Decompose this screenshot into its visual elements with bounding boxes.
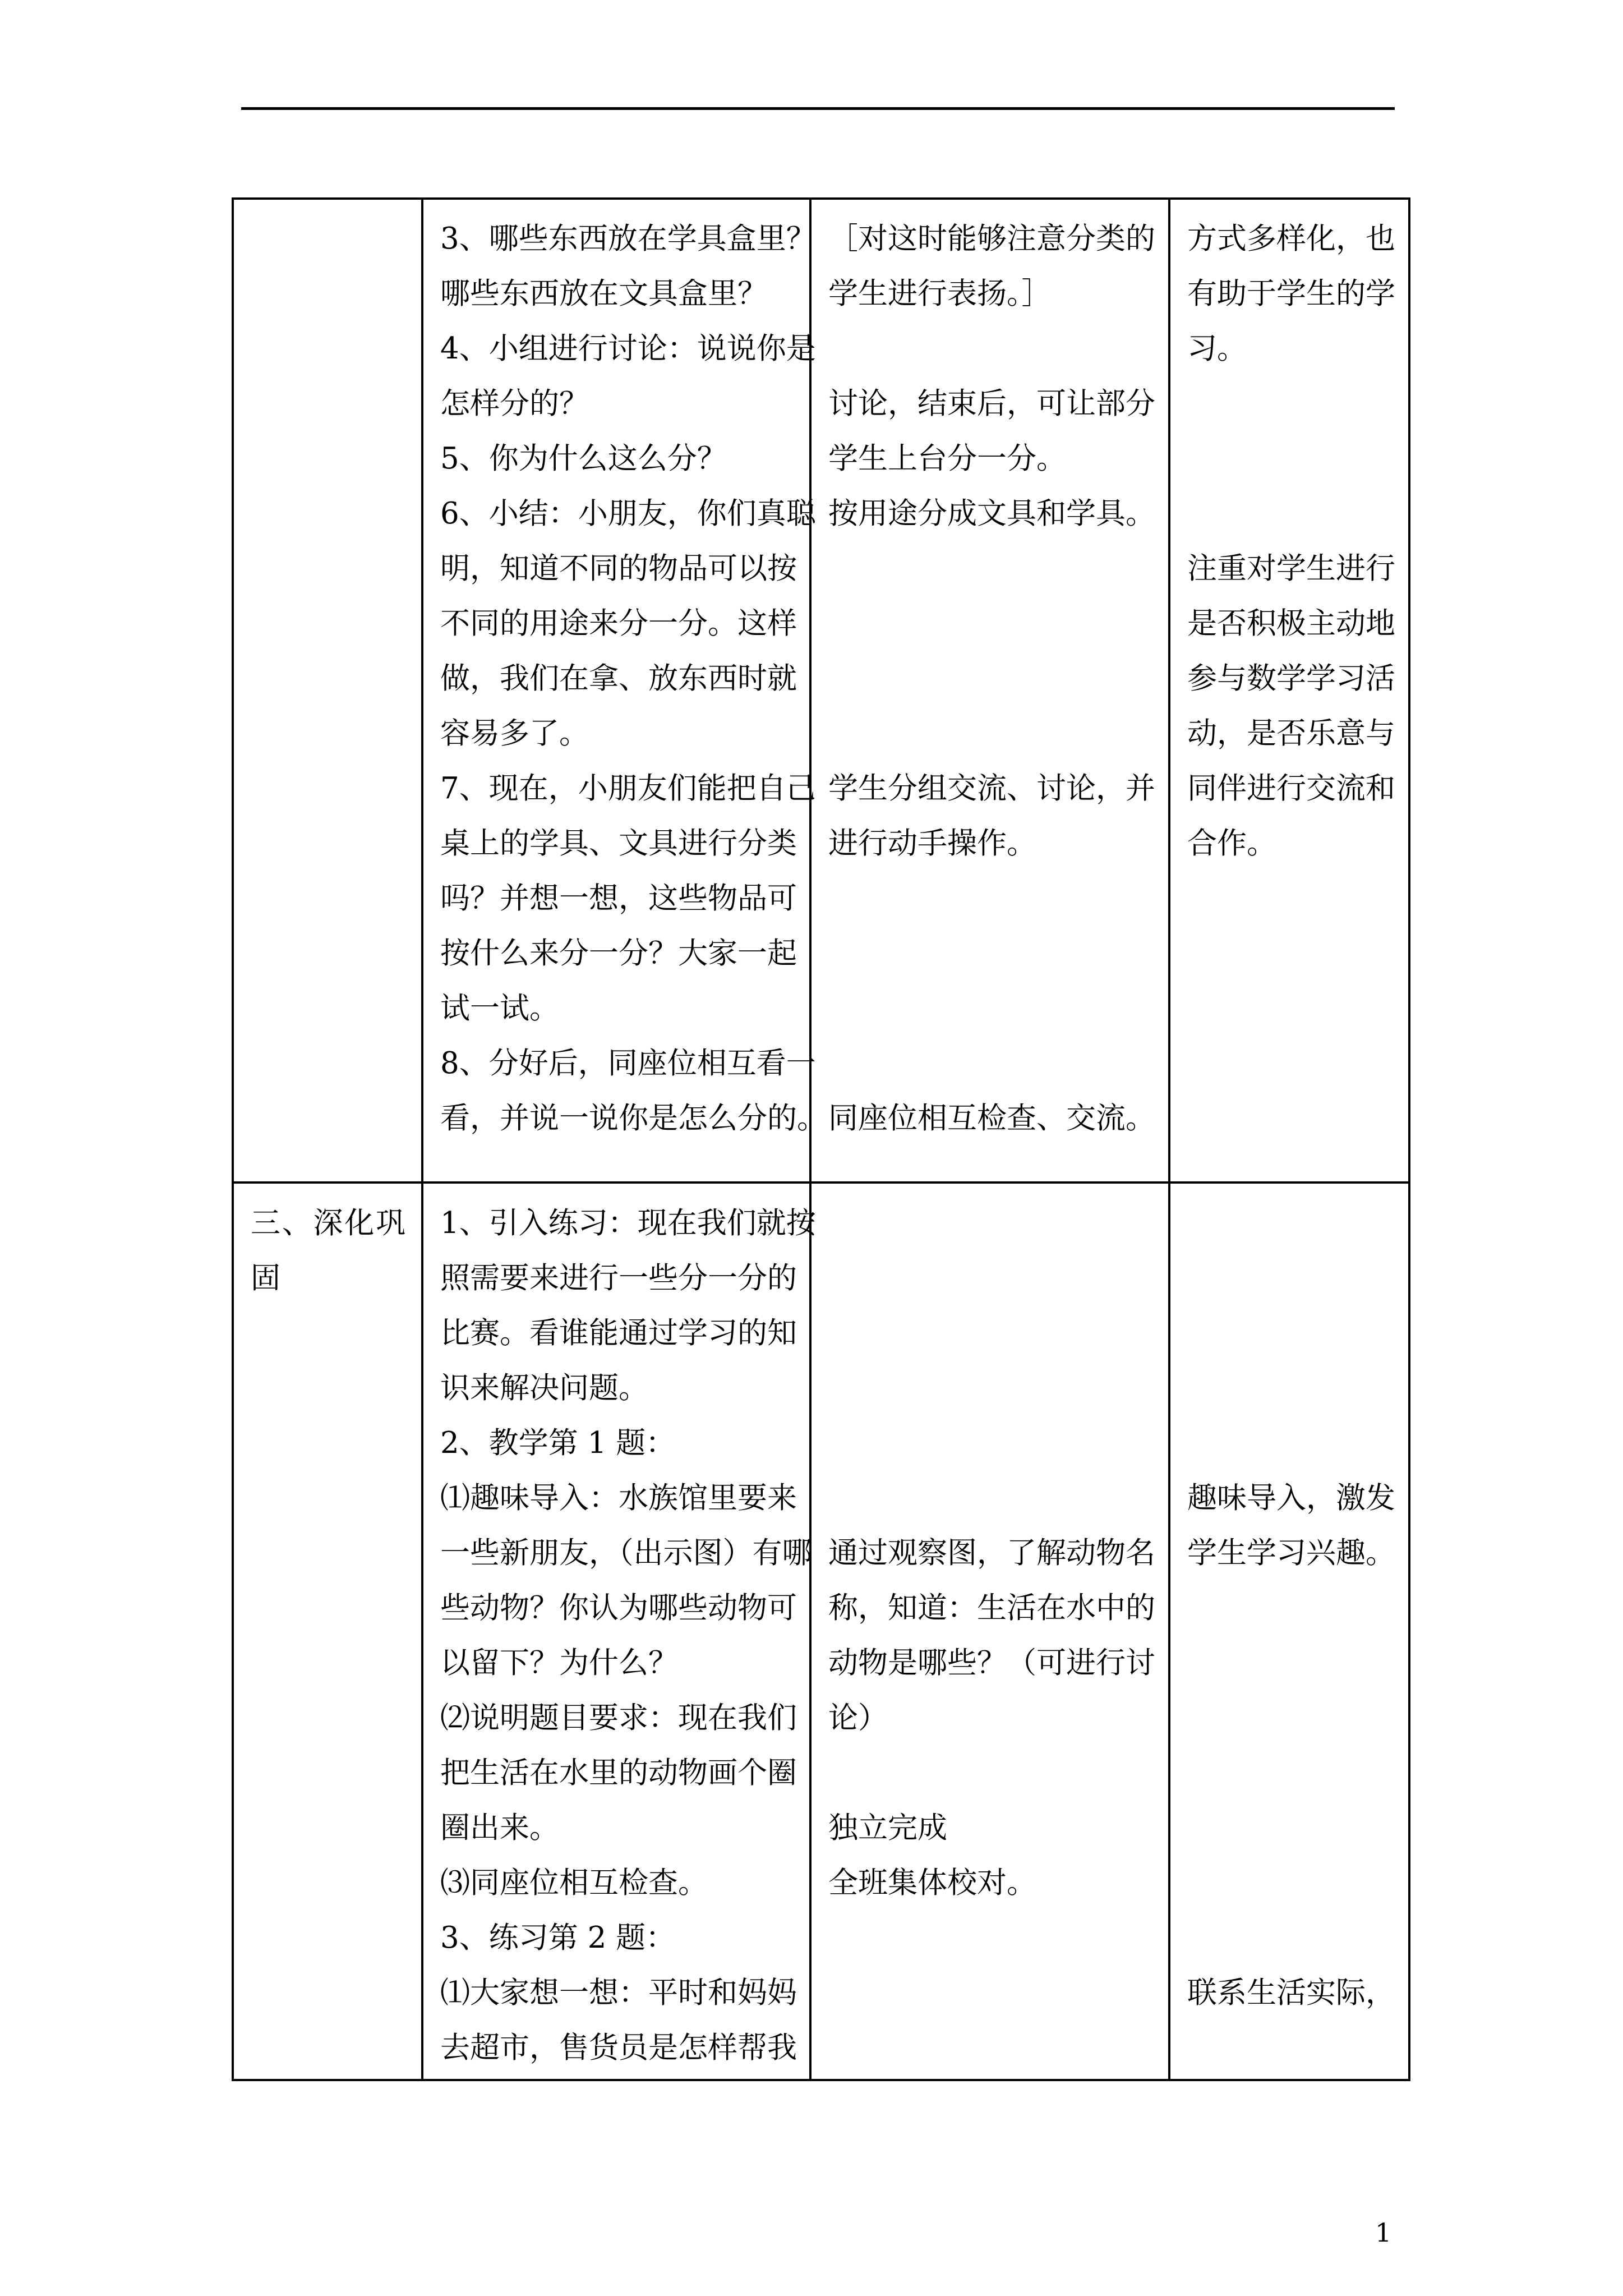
line-gap — [828, 1306, 1152, 1361]
student-activity-cell — [810, 199, 1169, 1182]
text-line: 6、小结：小朋友，你们真聪 — [440, 496, 816, 531]
text-line: 学生学习兴趣。 — [1187, 1536, 1395, 1570]
text-line: ⑶同座位相互检查。 — [440, 1866, 708, 1900]
text-line: 去超市，售货员是怎样帮我 — [440, 2031, 797, 2065]
line-gap — [828, 1471, 1152, 1526]
text-line: 动，是否乐意与 — [1187, 716, 1395, 751]
line-gap — [828, 321, 1152, 376]
text-line: 明，知道不同的物品可以按 — [440, 551, 797, 586]
text-line: 按什么来分一分？大家一起 — [440, 936, 797, 970]
text-line: 独立完成 — [828, 1811, 947, 1845]
text-line: 动物是哪些？（可进行讨 — [828, 1646, 1155, 1680]
teacher-activity-cell — [422, 199, 827, 1182]
text-line: 哪些东西放在文具盒里？ — [440, 277, 767, 311]
student-activity-cell — [810, 1182, 1169, 2080]
line-gap — [828, 1746, 1152, 1801]
text-line: 称，知道：生活在水中的 — [828, 1591, 1155, 1625]
stage-cell — [233, 199, 422, 1182]
text-line: 参与数学学习活 — [1187, 661, 1395, 696]
text-line: 联系生活实际， — [1187, 1976, 1395, 2010]
text-line: 按用途分成文具和学具。 — [828, 496, 1155, 531]
line-gap — [1187, 1306, 1393, 1361]
text-line: 讨论，结束后，可让部分 — [828, 386, 1155, 421]
text-line: 识来解决问题。 — [440, 1371, 648, 1405]
line-gap — [828, 1196, 1152, 1251]
text-line: 以留下？为什么？ — [440, 1646, 678, 1680]
table-row — [233, 199, 1409, 1182]
line-gap — [828, 706, 1152, 761]
text-line: 方式多样化，也 — [1187, 222, 1395, 256]
stage-label-line: 固 — [251, 1261, 280, 1295]
lesson-plan-table — [232, 197, 1410, 2081]
line-gap — [828, 1361, 1152, 1416]
text-line: 同座位相互检查、交流。 — [828, 1101, 1155, 1135]
text-line: 怎样分的？ — [440, 386, 589, 421]
text-line: 趣味导入，激发 — [1187, 1481, 1395, 1515]
text-line: 通过观察图，了解动物名 — [828, 1536, 1155, 1570]
line-gap — [828, 1036, 1152, 1091]
text-line: 全班集体校对。 — [828, 1866, 1036, 1900]
teacher-activity-cell — [422, 1182, 816, 2080]
line-gap — [828, 1416, 1152, 1471]
line-gap — [828, 596, 1152, 651]
text-line: 习。 — [1187, 332, 1247, 366]
text-line: 一些新朋友，（出示图）有哪 — [440, 1536, 812, 1570]
line-gap — [1187, 1361, 1393, 1416]
line-gap — [1187, 1251, 1393, 1306]
text-line: ［对这时能够注意分类的 — [828, 222, 1155, 256]
text-line: 学生上台分一分。 — [828, 441, 1066, 476]
text-line: 看，并说一说你是怎么分的。 — [440, 1101, 827, 1135]
text-line: 学生进行表扬。］ — [828, 277, 1052, 311]
text-line: 圈出来。 — [440, 1811, 559, 1845]
text-line: 3、练习第 2 题： — [440, 1921, 676, 1955]
text-line: 试一试。 — [440, 991, 559, 1025]
text-line: 同伴进行交流和 — [1187, 771, 1395, 806]
line-gap — [1187, 486, 1393, 541]
design-intent-cell — [1169, 1182, 1409, 2080]
line-gap — [828, 1251, 1152, 1306]
page-number: 1 — [1375, 2217, 1392, 2248]
text-line: 是否积极主动地 — [1187, 606, 1395, 641]
stage-cell — [233, 1182, 422, 2080]
text-line: 5、你为什么这么分？ — [440, 441, 727, 476]
line-gap — [1187, 376, 1393, 431]
text-line: 吗？并想一想，这些物品可 — [440, 881, 797, 915]
design-intent-cell — [1169, 199, 1409, 1182]
line-gap — [828, 926, 1152, 981]
line-gap — [1187, 1636, 1393, 1691]
line-gap — [1187, 1801, 1393, 1856]
text-line: 论） — [828, 1701, 888, 1735]
text-line: 比赛。看谁能通过学习的知 — [440, 1316, 797, 1350]
text-line: 7、现在，小朋友们能把自己 — [440, 771, 816, 806]
line-gap — [1187, 1911, 1393, 1966]
text-line: ⑵说明题目要求：现在我们 — [440, 1701, 797, 1735]
line-gap — [1187, 1856, 1393, 1911]
line-gap — [1187, 1691, 1393, 1746]
text-line: 8、分好后，同座位相互看一 — [440, 1046, 816, 1080]
text-line: ⑴趣味导入：水族馆里要来 — [440, 1481, 797, 1515]
line-gap — [828, 651, 1152, 706]
line-gap — [828, 981, 1152, 1036]
header-rule — [241, 107, 1395, 110]
text-line: 1、引入练习：现在我们就按 — [440, 1206, 816, 1240]
text-line: 学生分组交流、讨论，并 — [828, 771, 1155, 806]
line-gap — [1187, 1196, 1393, 1251]
text-line: 2、教学第 1 题： — [440, 1426, 676, 1460]
text-line: 注重对学生进行 — [1187, 551, 1395, 586]
table-row — [233, 1182, 1409, 2080]
text-line: 4、小组进行讨论：说说你是 — [440, 332, 816, 366]
line-gap — [828, 541, 1152, 596]
text-line: 3、哪些东西放在学具盒里？ — [440, 222, 816, 256]
text-line: 把生活在水里的动物画个圈 — [440, 1756, 797, 1790]
text-line: 合作。 — [1187, 826, 1276, 861]
text-line: 做，我们在拿、放东西时就 — [440, 661, 797, 696]
text-line: 照需要来进行一些分一分的 — [440, 1261, 797, 1295]
line-gap — [828, 871, 1152, 926]
text-line: 些动物？你认为哪些动物可 — [440, 1591, 797, 1625]
text-line: ⑴大家想一想：平时和妈妈 — [440, 1976, 797, 2010]
text-line: 有助于学生的学 — [1187, 277, 1395, 311]
stage-label-line: 三、深化巩 — [251, 1206, 405, 1240]
text-line: 桌上的学具、文具进行分类 — [440, 826, 797, 861]
line-gap — [1187, 1581, 1393, 1636]
text-line: 进行动手操作。 — [828, 826, 1036, 861]
line-gap — [1187, 1416, 1393, 1471]
text-line: 容易多了。 — [440, 716, 589, 751]
line-gap — [1187, 431, 1393, 486]
line-gap — [1187, 1746, 1393, 1801]
text-line: 不同的用途来分一分。这样 — [440, 606, 797, 641]
